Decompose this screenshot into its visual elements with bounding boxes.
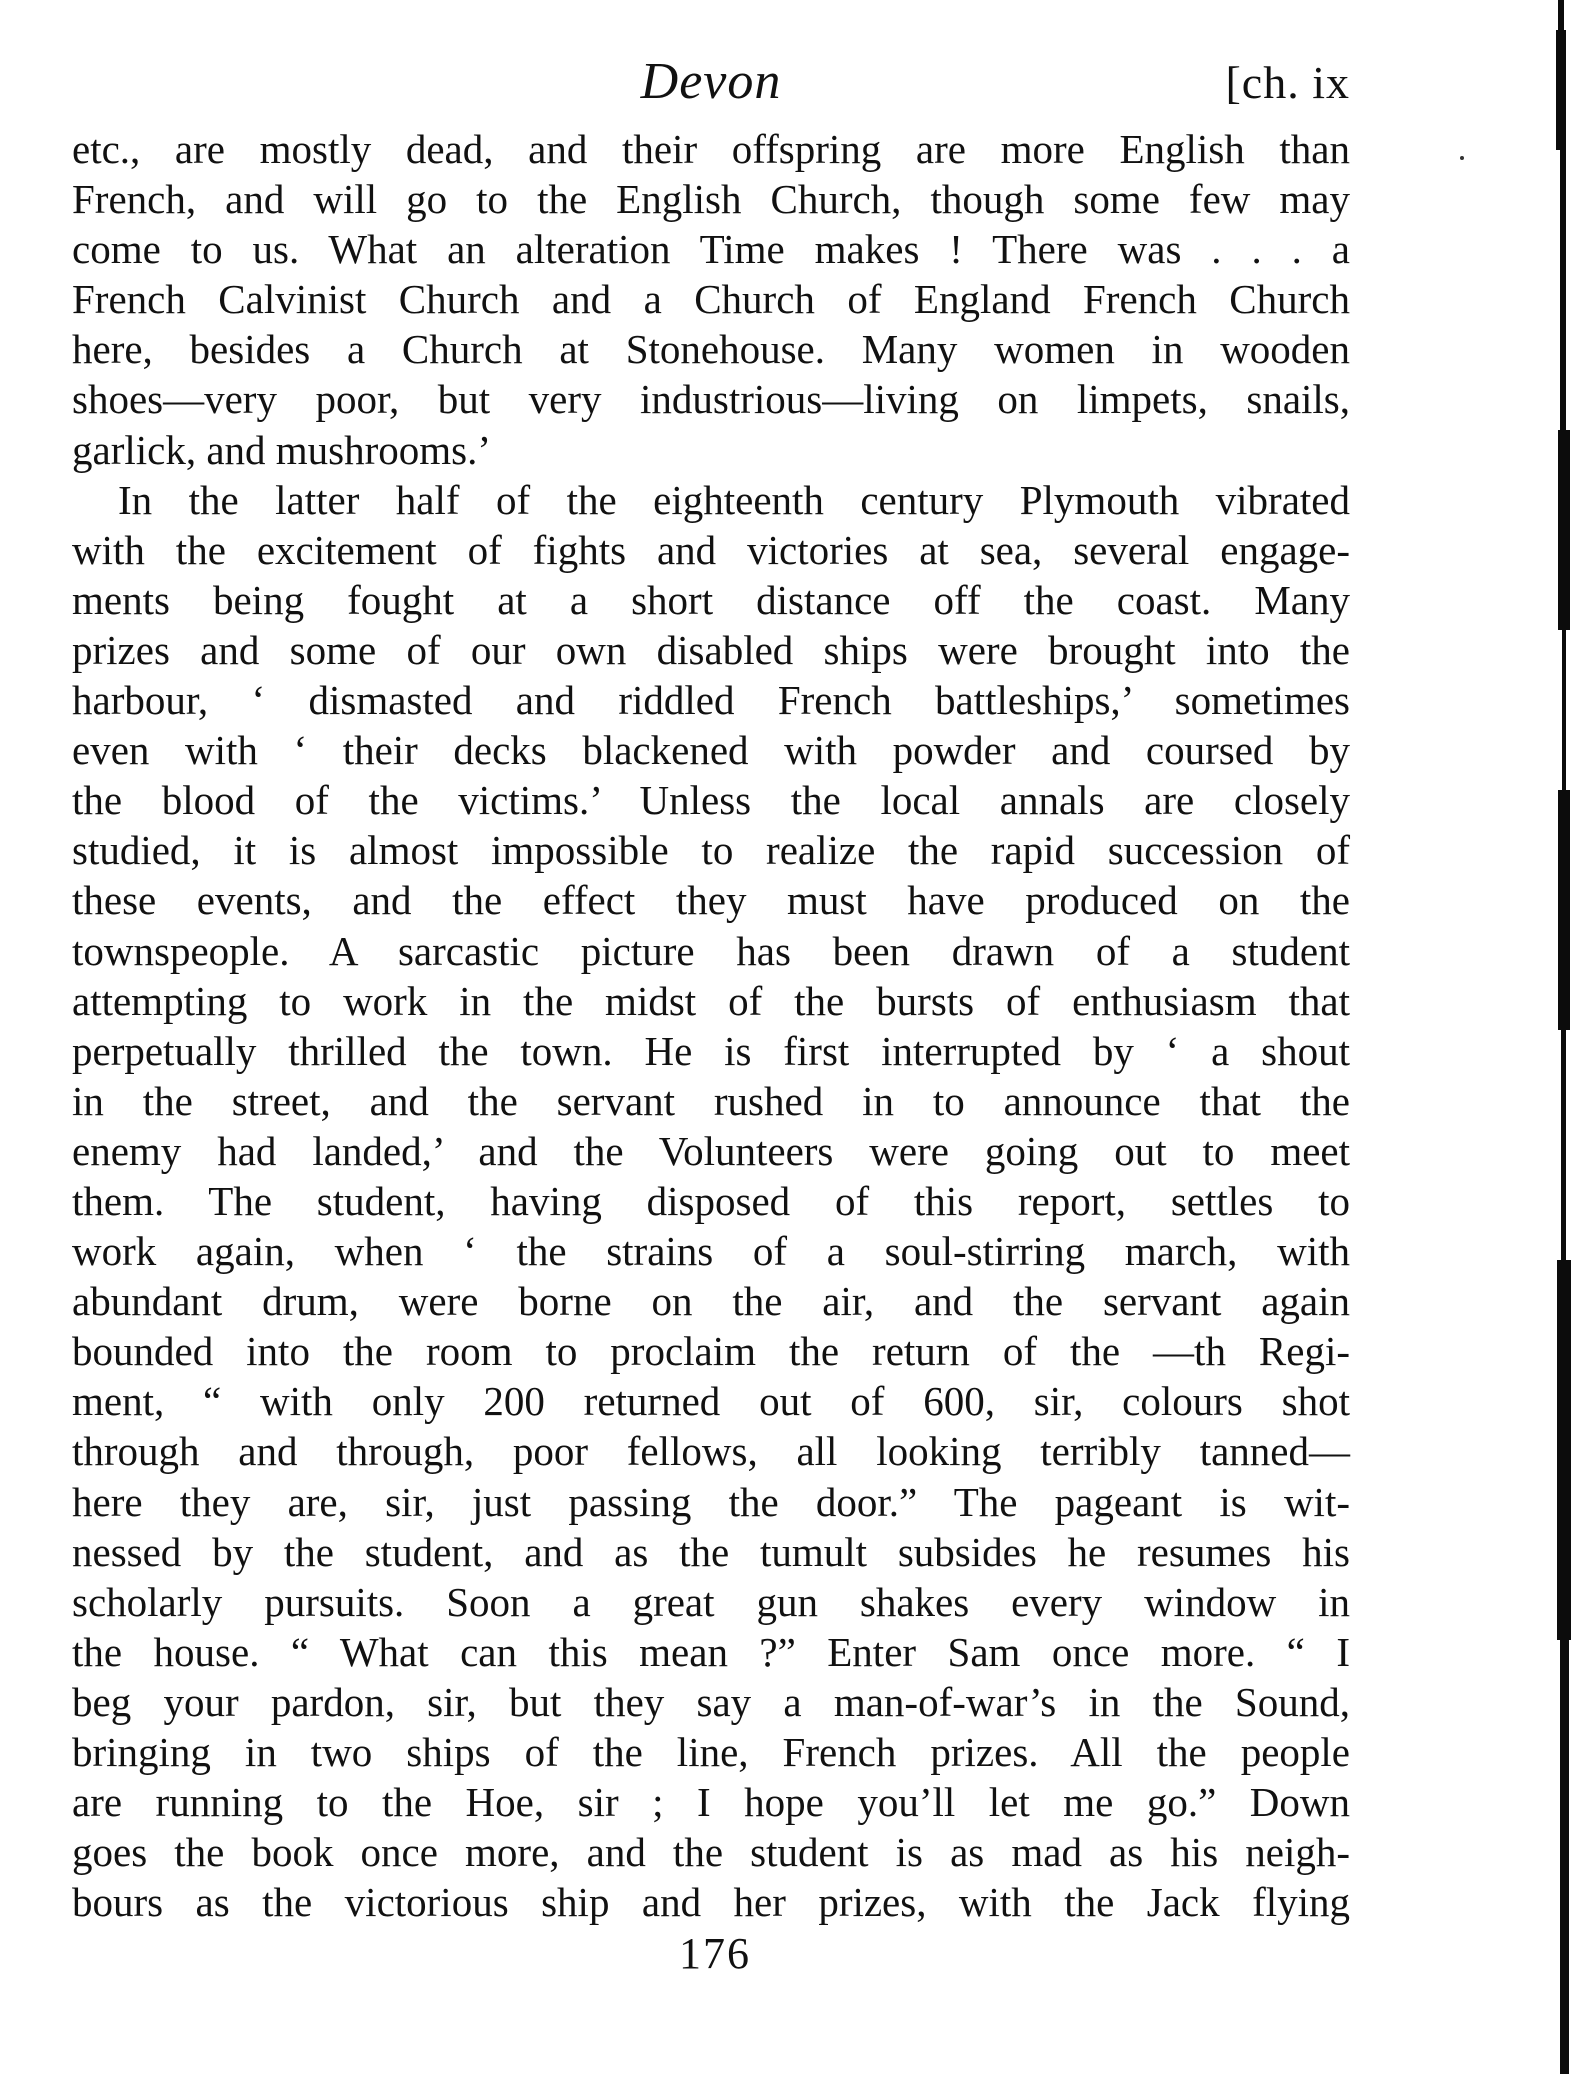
running-title: Devon [640,53,782,110]
text-line: work again, when ‘ the strains of a soul-stirring march, with [72,1228,1350,1275]
text-line: here they are, sir, just passing the door.” The pageant is wit- [72,1478,1350,1525]
text-line: bours as the victorious ship and her prizes, with the Jack flying [72,1879,1350,1926]
text-line: come to us. What an alteration Time makes ! There was . . . a [72,226,1350,273]
text-line: the blood of the victims.’ Unless the local annals are closely [72,777,1350,824]
text-line: goes the book once more, and the student is as mad as his neigh- [72,1829,1350,1876]
text-line: attempting to work in the midst of the bursts of enthusiasm that [72,977,1350,1024]
text-line: shoes—very poor, but very industrious—living on limpets, snails, [72,376,1350,423]
text-line: bounded into the room to proclaim the return of the —th Regi- [72,1328,1350,1375]
text-line: here, besides a Church at Stonehouse. Many women in wooden [72,326,1350,373]
text-line: prizes and some of our own disabled ships were brought into the [72,626,1350,673]
text-line: even with ‘ their decks blackened with powder and coursed by [72,727,1350,774]
text-line: scholarly pursuits. Soon a great gun shakes every window in [72,1578,1350,1625]
text-line: them. The student, having disposed of this report, settles to [72,1177,1350,1224]
text-line: beg your pardon, sir, but they say a man-of-war’s in the Sound, [72,1678,1350,1725]
text-line: in the street, and the servant rushed in to announce that the [72,1077,1350,1124]
page-number: 176 [679,1929,751,1978]
paragraph [72,475,1350,1928]
text-line: abundant drum, were borne on the air, and the servant again [72,1278,1350,1325]
text-line: etc., are mostly dead, and their offspring are more English than [72,126,1350,172]
text-line: French, and will go to the English Church, though some few may [72,176,1350,223]
text-line: perpetually thrilled the town. He is first interrupted by ‘ a shout [72,1027,1350,1074]
text-line: townspeople. A sarcastic picture has been drawn of a student [72,927,1350,974]
text-line: these events, and the effect they must have produced on the [72,877,1350,924]
text-line: In the latter half of the eighteenth century Plymouth vibrated [118,476,1350,523]
body-text [72,124,1350,1927]
text-line: French Calvinist Church and a Church of England French Church [72,276,1350,323]
chapter-marker: [ch. ix [1225,57,1350,108]
text-line: ments being fought at a short distance off the coast. Many [72,576,1350,623]
text-line: the house. “ What can this mean ?” Enter Sam once more. “ I [72,1628,1350,1675]
text-line: nessed by the student, and as the tumult subsides he resumes his [72,1528,1350,1575]
text-line: harbour, ‘ dismasted and riddled French battleships,’ sometimes [72,677,1350,724]
text-line: garlick, and mushrooms.’ [72,426,492,473]
paragraph [72,124,1350,475]
text-line: with the excitement of fights and victories at sea, several engage- [72,526,1350,573]
text-line: studied, it is almost impossible to realize the rapid succession of [72,827,1350,874]
running-header [72,52,1350,122]
text-line: ment, “ with only 200 returned out of 600, sir, colours shot [72,1378,1350,1425]
scanned-binding-edge [1548,0,1588,2074]
text-line: are running to the Hoe, sir ; I hope you’ll let me go.” Down [72,1779,1350,1826]
text-line: bringing in two ships of the line, French prizes. All the people [72,1729,1350,1775]
text-line: enemy had landed,’ and the Volunteers were going out to meet [72,1127,1350,1174]
text-line: through and through, poor fellows, all looking terribly tanned— [72,1428,1350,1475]
